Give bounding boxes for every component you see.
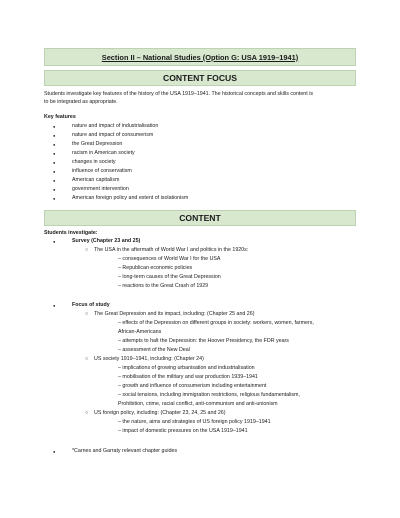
focus-item: – implications of growing urbanisation and industrialisation	[118, 365, 255, 371]
focus-label: ● Focus of study	[72, 302, 110, 309]
survey-label: ● Survey (Chapter 23 and 25)	[72, 238, 140, 245]
focus-item: – mobilisation of the military and war production 1939–1941	[118, 374, 258, 380]
focus-item: – social tensions, including immigration restrictions, religious fundamentalism,	[118, 392, 300, 398]
content-focus-heading: CONTENT FOCUS	[44, 70, 356, 86]
focus-item: – assessment of the New Deal	[118, 347, 190, 353]
focus-item: – growth and influence of consumerism including entertainment	[118, 383, 267, 389]
focus-sub-depression: ○ The Great Depression and its impact, including: (Chapter 25 and 26)	[94, 311, 254, 318]
key-feature-item: ● the Great Depression	[72, 141, 122, 148]
survey-item: – reactions to the Great Crash of 1929	[118, 283, 209, 289]
survey-item: – consequences of World War I for the USA	[118, 256, 221, 262]
focus-sub-foreign-policy: ○ US foreign policy, including: (Chapter 23, 24, 25 and 26)	[94, 410, 226, 417]
key-feature-item: ● changes in society	[72, 159, 116, 166]
section-title: Section II – National Studies (Option G: USA 1919–1941)	[44, 48, 356, 66]
focus-item: Prohibition, crime, racial conflict, anti-communism and anti-unionism	[118, 401, 278, 407]
survey-item: – long-term causes of the Great Depression	[118, 274, 221, 280]
survey-sub: ○ The USA in the aftermath of World War I and politics in the 1920s:	[94, 247, 248, 254]
focus-item: – the nature, aims and strategies of US foreign policy 1919–1941	[118, 419, 271, 425]
chapter-guides-note: ● *Carnes and Garraty relevant chapter guides	[72, 448, 177, 455]
content-heading: CONTENT	[44, 210, 356, 226]
focus-item: – impact of domestic pressures on the USA 1919–1941	[118, 428, 248, 434]
key-feature-item: ● government intervention	[72, 186, 129, 193]
survey-item: – Republican economic policies	[118, 265, 193, 271]
focus-item: – attempts to halt the Depression: the Hoover Presidency, the FDR years	[118, 338, 289, 344]
key-feature-item: ● racism in American society	[72, 150, 135, 157]
key-feature-item: ● nature and impact of industrialisation	[72, 123, 158, 130]
intro-line-1: Students investigate key features of the history of the USA 1919–1941. The historical concepts and skills content is	[44, 91, 314, 97]
students-investigate-label: Students investigate:	[44, 230, 98, 236]
focus-item: – effects of the Depression on different groups in society: workers, women, farmers,	[118, 320, 314, 326]
key-features-label: Key features	[44, 114, 76, 120]
key-feature-item: ● influence of conservatism	[72, 168, 132, 175]
key-feature-item: ● nature and impact of consumerism	[72, 132, 153, 139]
intro-line-2: to be integrated as appropriate.	[44, 99, 118, 105]
focus-item: African-Americans	[118, 329, 162, 335]
key-feature-item: ● American capitalism	[72, 177, 119, 184]
focus-sub-society: ○ US society 1919–1941, including: (Chapter 24)	[94, 356, 204, 363]
key-feature-item: ● American foreign policy and extent of isolationism	[72, 195, 188, 202]
